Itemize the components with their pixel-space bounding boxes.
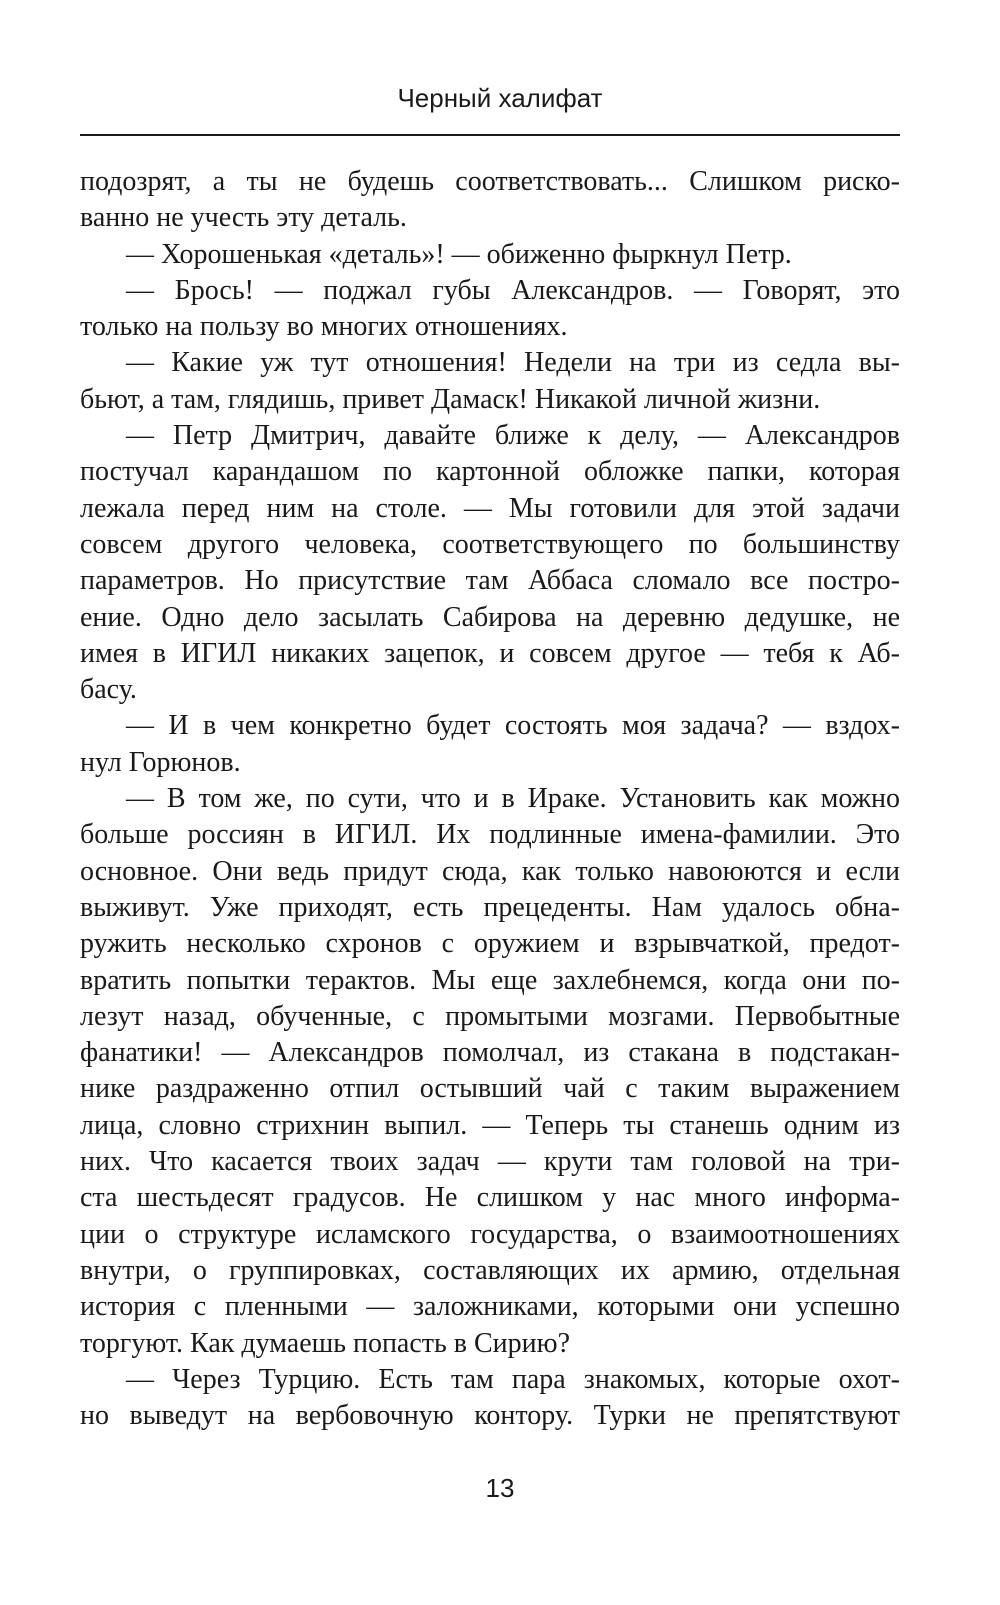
text-line: — Хорошенькая «деталь»! — обиженно фыркнул Петр. [126,238,792,270]
text-line: подозрят, а ты не будешь соответствовать... Слишком риско- [80,166,900,197]
text-line: — Какие уж тут отношения! Недели на три из седла вы- [126,347,900,379]
text-line: но выведут на вербовочную контору. Турки не препятствуют [80,1400,900,1432]
text-line: лица, словно стрихнин выпил. — Теперь ты станешь одним из [80,1109,900,1141]
text-line: нул Горюнов. [80,746,241,778]
text-line: торгуют. Как думаешь попасть в Сирию? [80,1327,570,1359]
text-line: ста шестьдесят градусов. Не слишком у нас много информа- [80,1182,900,1214]
header-rule [80,134,900,136]
text-line: — Петр Дмитрич, давайте ближе к делу, — Александров [126,420,900,452]
text-line: вратить попытки терактов. Мы еще захлебнемся, когда они по- [80,964,900,996]
text-line: ение. Одно дело засылать Сабирова на деревню дедушке, не [80,601,900,633]
text-line: лежала перед ним на столе. — Мы готовили для этой задачи [80,492,900,524]
text-line: ции о структуре исламского государства, о взаимоотношениях [80,1218,900,1250]
text-line: — В том же, по сути, что и в Ираке. Установить как можно [126,783,900,815]
text-line: басу. [80,674,137,706]
text-line: параметров. Но присутствие там Аббаса сломало все постро- [80,565,900,597]
text-line: внутри, о группировках, составляющих их армию, отдельная [80,1254,900,1286]
text-line: нике раздраженно отпил остывший чай с таким выражением [80,1073,900,1105]
text-line: лезут назад, обученные, с промытыми мозгами. Первобытные [80,1000,900,1032]
text-line: имея в ИГИЛ никаких зацепок, и совсем другое — тебя к Аб- [80,637,900,669]
text-line: ружить несколько схронов с оружием и взрывчаткой, предот- [80,928,900,960]
running-title: Черный халифат [397,83,603,113]
text-line: фанатики! — Александров помолчал, из стакана в подстакан- [80,1037,900,1069]
text-line: совсем другого человека, соответствующего по большинству [80,528,900,560]
text-line: них. Что касается твоих задач — крути там головой на три- [80,1146,900,1178]
text-line: — Брось! — поджал губы Александров. — Говорят, это [126,274,900,306]
text-line: больше россиян в ИГИЛ. Их подлинные имена-фамилии. Это [80,819,900,851]
text-line: только на пользу во многих отношениях. [80,311,568,343]
text-line: история с пленными — заложниками, которыми они успешно [80,1291,900,1323]
text-line: ванно не учесть эту деталь. [80,202,407,234]
text-line: — И в чем конкретно будет состоять моя задача? — вздох- [126,710,900,742]
body-text [80,164,900,1434]
text-line: — Через Турцию. Есть там пара знакомых, которые охот- [126,1363,900,1395]
page-number: 13 [485,1473,515,1503]
text-line: постучал карандашом по картонной обложке папки, которая [80,456,900,488]
text-line: основное. Они ведь придут сюда, как только навоюются и если [80,855,900,887]
text-line: выживут. Уже приходят, есть прецеденты. Нам удалось обна- [80,891,900,923]
text-line: бьют, а там, глядишь, привет Дамаск! Никакой личной жизни. [80,383,821,415]
